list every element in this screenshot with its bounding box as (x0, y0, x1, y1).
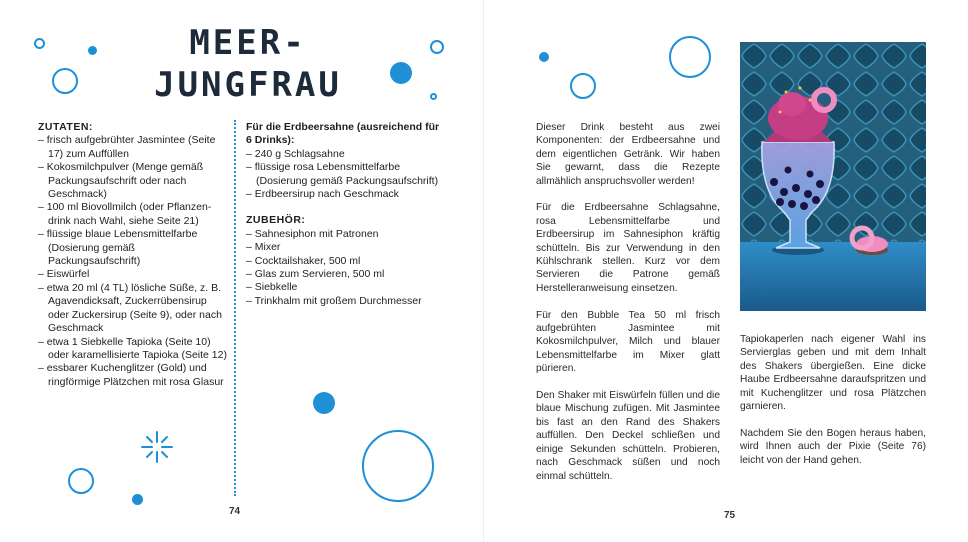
instruction-paragraph: Für den Bubble Tea 50 ml frisch aufgebrühten Jasmintee mit Kokosmilchpulver, Milch und blauer Lebensmittelfarbe im Mixer glatt pürieren. (536, 309, 720, 375)
cream-item: – 240 g Schlagsahne (246, 147, 345, 160)
ingredients-column (38, 121, 228, 389)
decor-dot (390, 62, 412, 84)
ingredient-item: – Eiswürfel (38, 268, 90, 281)
page-number-right: 75 (724, 510, 736, 521)
ingredient-item: – flüssige blaue Lebensmittelfarbe (Dosierung gemäß Packungsaufschrift) (38, 228, 198, 268)
equipment-item: – Cocktailshaker, 500 ml (246, 254, 361, 267)
decor-dot (88, 46, 97, 55)
equipment-item: – Glas zum Servieren, 500 ml (246, 268, 385, 281)
decor-ring (430, 93, 437, 100)
column-divider (234, 120, 236, 496)
instructions-column (536, 121, 720, 496)
ingredient-item: – frisch aufgebrühter Jasmintee (Seite 17) zum Auffüllen (38, 134, 216, 160)
decor-dot (313, 392, 335, 414)
equipment-item: – Sahnesiphon mit Patronen (246, 227, 379, 240)
instructions-side-column (740, 333, 926, 480)
instruction-paragraph: Den Shaker mit Eiswürfeln füllen und die blaue Mischung zufügen. Mit Jasmintee bis fast an den Rand des Shakers auffüllen. Den Deckel schließen und einige Sekunden schütteln. Probieren, nach Geschmack süßen und noch einmal schütteln. (536, 390, 720, 482)
recipe-title-line2: JUNGFRAU (154, 65, 342, 105)
cream-item: – Erdbeersirup nach Geschmack (246, 188, 399, 201)
equipment-item: – Siebkelle (246, 281, 298, 294)
decor-ring (570, 73, 596, 99)
cream-heading: Für die Erdbeersahne (ausreichend für 6 Drinks): (246, 121, 440, 147)
ingredient-item: – 100 ml Biovollmilch (oder Pflanzendrink nach Wahl, siehe Seite 21) (38, 201, 212, 227)
ingredient-item: – etwa 1 Siebkelle Tapioka (Seite 10) oder karamellisierte Tapioka (Seite 12) (38, 335, 227, 361)
decor-ring (34, 38, 45, 49)
recipe-title (128, 22, 368, 106)
ingredient-item: – etwa 20 ml (4 TL) lösliche Süße, z. B. Agavendicksaft, Zuckerrübensirup oder Zuckersirup (Seite 9), oder nach Geschmack (38, 281, 222, 335)
sparkle-icon (140, 430, 174, 464)
equipment-heading: ZUBEHÖR: (246, 214, 306, 227)
equipment-item: – Mixer (246, 241, 281, 254)
instruction-paragraph: Nachdem Sie den Bogen heraus haben, wird Ihnen auch der Pixie (Seite 76) leicht von der Hand gehen. (740, 427, 926, 466)
ingredients-heading: ZUTATEN: (38, 121, 93, 133)
cream-and-equipment-column (246, 121, 446, 308)
recipe-title-line1: MEER- (189, 23, 307, 63)
decor-dot (132, 494, 143, 505)
ingredient-item: – Kokosmilchpulver (Menge gemäß Packungsaufschrift oder nach Geschmack) (38, 161, 204, 201)
decor-ring (52, 68, 78, 94)
decor-ring (362, 430, 434, 502)
instruction-paragraph: Für die Erdbeersahne Schlagsahne, rosa Lebensmittelfarbe und Erdbeersirup im Sahnesiphon kräftig schütteln. Bis zur Verwendung in den Kühlschrank stellen. Kurz vor dem Servieren die Patrone gemäß Herstelleranweisung einsetzen. (536, 202, 720, 294)
ingredient-item: – essbarer Kuchenglitzer (Gold) und ringförmige Plätzchen mit rosa Glasur (38, 362, 224, 388)
bubble-tea-photo (740, 42, 926, 311)
cream-item: – flüssige rosa Lebensmittelfarbe (Dosierung gemäß Packungsaufschrift) (246, 161, 439, 187)
instruction-paragraph: Tapiokaperlen nach eigener Wahl ins Servierglas geben und mit dem Inhalt des Shakers übergießen. Eine dicke Haube Erdbeersahne daraufspritzen und mit Kuchenglitzer und rosa Plätzchen garnieren. (740, 334, 926, 413)
decor-ring (669, 36, 711, 78)
instruction-paragraph: Dieser Drink besteht aus zwei Komponenten: der Erdbeersahne und dem eigentlichen Getränk. Wir haben Sie gewarnt, dass die Rezepte allmählich anspruchsvoller werden! (536, 122, 720, 187)
decor-dot (539, 52, 549, 62)
page-number-left: 74 (229, 506, 241, 517)
equipment-item: – Trinkhalm mit großem Durchmesser (246, 294, 422, 307)
decor-ring (430, 40, 444, 54)
decor-ring (68, 468, 94, 494)
right-page (484, 0, 968, 542)
